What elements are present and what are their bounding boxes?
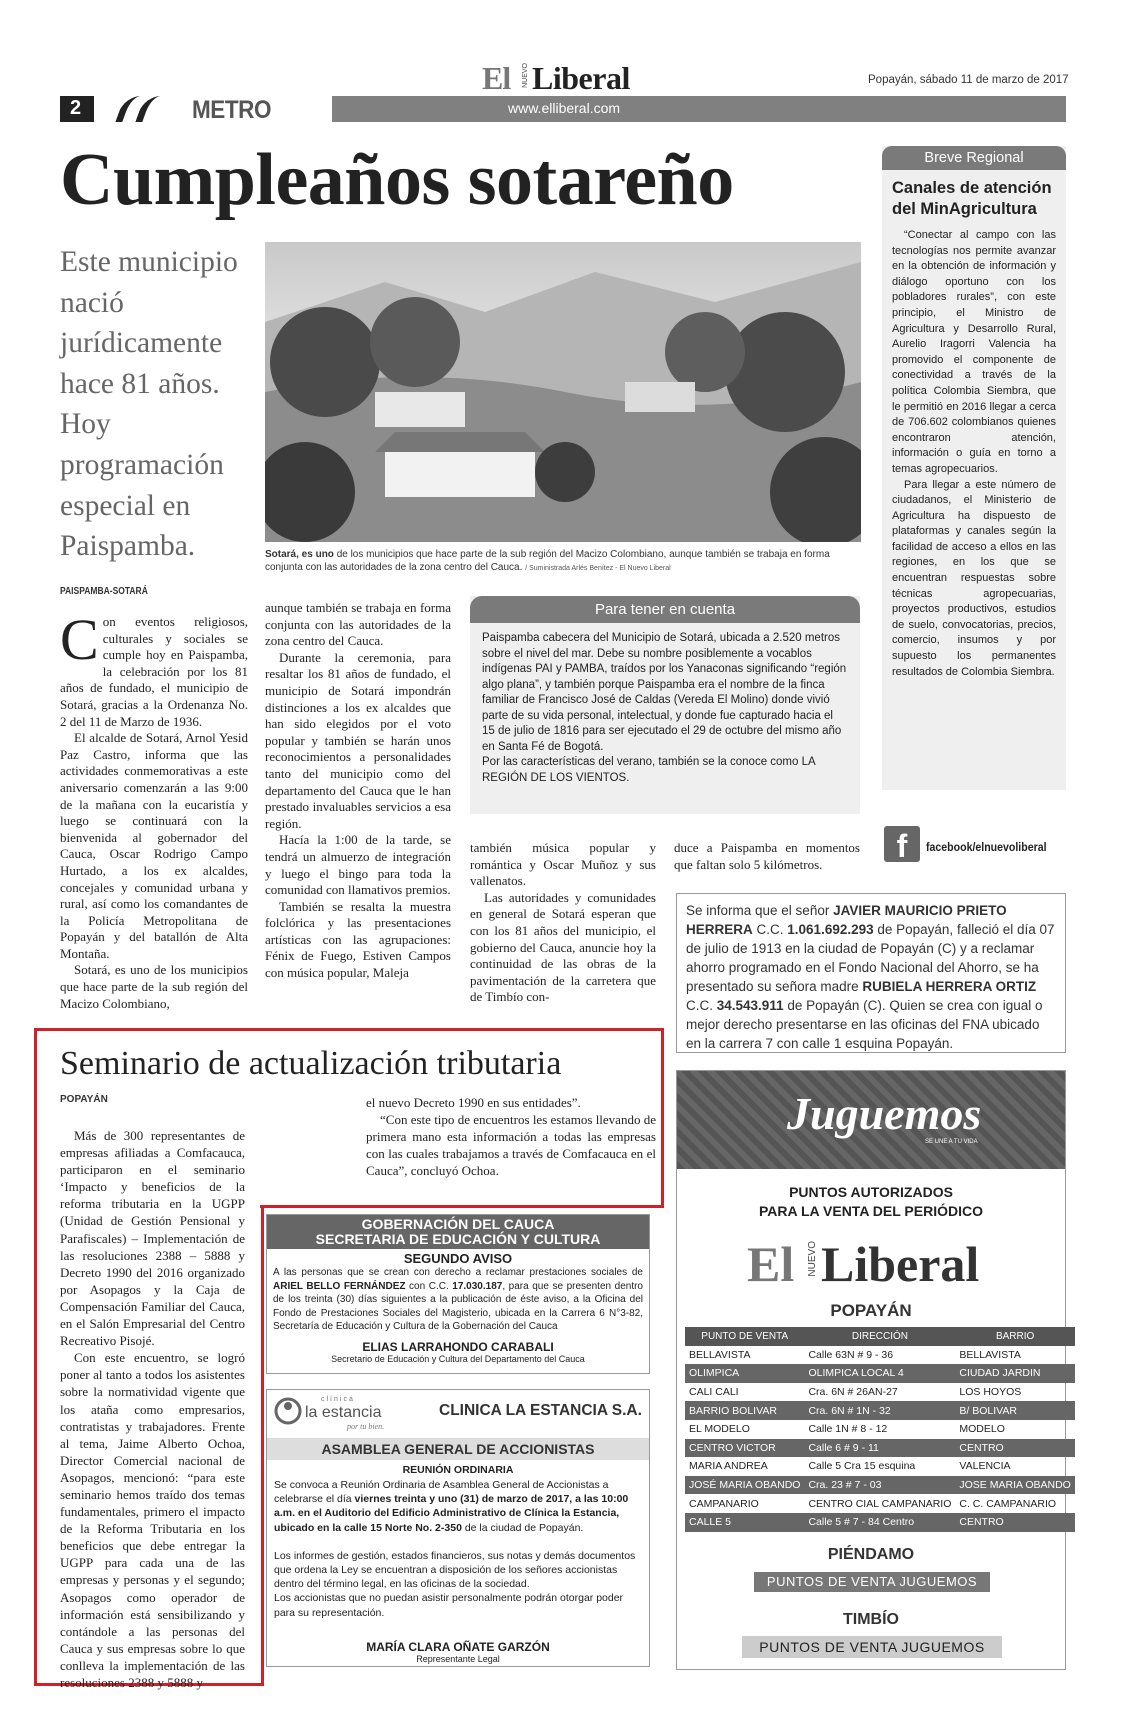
- el-liberal-logo: [747, 1235, 997, 1292]
- city-timbio: TIMBÍO: [843, 1611, 899, 1628]
- cell: MODELO: [959, 1423, 1005, 1436]
- clinic-text-2: de la ciudad de Popayán.: [461, 1521, 584, 1534]
- clinic-assembly-title: ASAMBLEA GENERAL DE ACCIONISTAS: [267, 1438, 649, 1460]
- page-number: 2: [70, 97, 82, 119]
- landscape-illustration: [265, 242, 861, 542]
- clinic-logo-small: clínica: [321, 1396, 355, 1403]
- seminar-column-1: [60, 1127, 245, 1691]
- col2-para-1: aunque también se trabaja en forma conjunta con las autoridades de la zona centro del Cauca.: [265, 600, 451, 649]
- cell: Cra. 23 # 7 - 03: [804, 1476, 955, 1495]
- facebook-handle: facebook/elnuevoliberal: [926, 842, 1047, 854]
- gob-text-2: con C.C.: [405, 1280, 453, 1292]
- breve-para-2: Para llegar a este número de ciudadanos, el Ministerio de Agricultura ha dispuesto de plataformas y canales según la facilidad de acceso a ellos en las regiones, en los que se encuentran respuestas sobre técnicas agropecuarias, proyectos productivos, estudios de suelo, convocatorias, precios, comercio, insumos y por supuesto los permanentes resultados de Colombia Siembra.: [892, 478, 1056, 678]
- cell: Cra. 6N # 26AN-27: [808, 1386, 898, 1399]
- dateline: PAISPAMBA-SOTARÁ: [60, 586, 148, 597]
- breve-para-1: “Conectar al campo con las tecnologías nos permite avanzar en la obtención de información y diálogo oportuno con los pobladores rurales”, con este principio, el Ministro de Agricultura y Desarrollo Rural, Aurelio Iragorri Valencia ha promovido el componente de conectividad a través de la política Colombia Siembra, que le permitió en 2016 llegar a cerca de 706.602 colombianos quienes encontraron atención, información o guía en torno a temas agropecuarios.: [892, 229, 1056, 475]
- seminar-headline: Seminario de actualización tributaria: [60, 1045, 562, 1082]
- website-link[interactable]: www.elliberal.com: [508, 100, 621, 116]
- clinic-para-2: Los informes de gestión, estados financieros, sus notas y demás documentos que ordena la Ley se encuentran a disposición de los señores accionistas dentro del término legal, en las oficinas de la sociedad.: [274, 1549, 636, 1591]
- info-text-1: Paispamba cabecera del Municipio de Sotará, ubicada a 2.520 metros sobre el nivel del mar. Debe su nombre posiblemente a vocablos indígenas PAI y PAMBA, traídos por los Yanaconas significando “región algo plana”, y también porque Paispamba era el nombre de la finca familiar de Francisco José de Caldas (Vereda El Molino) donde vivió parte de su vida personal, intelectual, y donde fue capturado hacia el 15 de julio de 1816 para ser ejecutado el 29 de octubre del mismo año en Santa Fé de Bogotá.: [482, 632, 847, 753]
- facebook-icon: f: [884, 826, 920, 862]
- cell: Cra. 6N # 1N - 32: [804, 1401, 955, 1420]
- info-box: [470, 596, 860, 814]
- table-row: [685, 1401, 1075, 1420]
- table-row: [685, 1420, 1075, 1439]
- info-box-text: [470, 623, 860, 786]
- cell: CENTRO VICTOR: [685, 1439, 804, 1458]
- points-piendamo: PUNTOS DE VENTA JUGUEMOS: [754, 1572, 990, 1592]
- cell: JOSE MARIA OBANDO: [955, 1476, 1074, 1495]
- logo-el: El: [482, 60, 511, 96]
- cell: BARRIO BOLIVAR: [685, 1401, 804, 1420]
- edition-date: Popayán, sábado 11 de marzo de 2017: [868, 74, 1069, 86]
- notice-text-4: C.C.: [686, 998, 717, 1013]
- points-heading-1: PUNTOS AUTORIZADOS: [789, 1184, 953, 1200]
- info-text-2: Por las características del verano, también se la conoce como LA REGIÓN DE LOS VIENTOS.: [482, 756, 816, 784]
- table-row: [685, 1346, 1075, 1365]
- photo-credit: / Suministrada Arlés Benítez - El Nuevo Liberal: [525, 565, 671, 572]
- seminar-para-4: “Con este tipo de encuentros les estamos llevando de primera mano esta información a todas las empresas con las cuales trabajamos a través de Comfacauca en el Cauca”, concluyó Ochoa.: [366, 1112, 656, 1178]
- caption-bold: Sotará, es uno: [265, 549, 334, 560]
- breve-label: Breve Regional: [882, 146, 1066, 170]
- cell: B/ BOLIVAR: [955, 1401, 1074, 1420]
- col4-para-1: duce a Paispamba en momentos que faltan solo 5 kilómetros.: [674, 840, 860, 872]
- clinic-body: [274, 1478, 642, 1620]
- juguemos-logo: Juguemos: [787, 1088, 982, 1139]
- col-header: BARRIO: [955, 1327, 1074, 1346]
- clinic-para-3: Los accionistas que no puedan asistir personalmente podrán otorgar poder para su representación.: [274, 1592, 624, 1619]
- cell: LOS HOYOS: [959, 1386, 1022, 1399]
- notice-name-2: RUBIELA HERRERA ORTIZ: [862, 979, 1037, 994]
- col-header: DIRECCIÓN: [804, 1327, 955, 1346]
- gob-cc: 17.030.187: [452, 1280, 503, 1292]
- clinic-logo-text: la estancia: [305, 1404, 382, 1421]
- logo-big-liberal: Liberal: [821, 1236, 980, 1292]
- gob-subtitle: SEGUNDO AVISO: [403, 1251, 513, 1266]
- section-name: METRO: [192, 96, 272, 124]
- table-row: [685, 1383, 1075, 1402]
- article-deck: Este municipio nació jurídicamente hace 81 años. Hoy programación especial en Paispamba.: [60, 246, 238, 563]
- clinic-notice: [266, 1389, 650, 1667]
- gob-signer: ELIAS LARRAHONDO CARABALI: [362, 1339, 554, 1354]
- cell: OLIMPICA: [685, 1364, 804, 1383]
- cell: CIUDAD JARDIN: [955, 1364, 1074, 1383]
- notice-text-2: C.C.: [752, 922, 788, 937]
- table-row: [685, 1476, 1075, 1495]
- juguemos-tagline: SE UNE A TU VIDA: [925, 1139, 978, 1145]
- masthead-logo[interactable]: [482, 60, 647, 94]
- cell: Calle 63N # 9 - 36: [808, 1348, 894, 1361]
- cell: CALI CALI: [689, 1386, 739, 1399]
- cell: JOSÉ MARIA OBANDO: [685, 1476, 804, 1495]
- section-bar: [60, 96, 1066, 122]
- gob-text-3: , para que se presenten dentro de los treinta (30) días siguientes a la publicación de éste aviso, a la Oficina del Fondo de Prestaciones Sociales del Magisterio, ubicada en la Carrera 6 N°3-82, Secretaría de Educación y Cultura de la Gobernación del Cauca: [273, 1280, 643, 1332]
- seminar-para-2: Con este encuentro, se logró poner al tanto a todos los asistentes sobre la normatividad vigente que los ataña como empresarios, contratistas y trabajadores. Frente al tema, Jaime Alberto Ochoa, Director Comercial nacional de Asopagos, mencionó: “para este seminario hemos traído dos temas fundamentales, primero el impacto de la Reforma Tributaria en los beneficios que debe entregar la UGPP para cada una de las empresas y personas y el segundo; Asopagos como operador de información está sensibilizando y contándole a las personas del Cauca y sus empresas sobre lo que conlleva la implementación de las resoluciones 2388 y 5888 y: [60, 1350, 245, 1690]
- article-column-1: [60, 607, 248, 1012]
- col2-para-4: También se resalta la muestra folclórica y las presentaciones artísticas con las agrupaciones: Fénix de Fuego, Estiven Campos con música popular, Maleja: [265, 898, 451, 981]
- clinic-subtitle: REUNIÓN ORDINARIA: [402, 1464, 514, 1476]
- article-column-3: [470, 840, 656, 1006]
- notice-cc: 1.061.692.293: [787, 922, 874, 937]
- gob-signer-title: Secretario de Educación y Cultura del Departamento del Cauca: [331, 1353, 585, 1364]
- seminar-dateline: POPAYÁN: [60, 1094, 108, 1105]
- cell: C. C. CAMPANARIO: [959, 1497, 1057, 1510]
- gob-name: ARIEL BELLO FERNÁNDEZ: [273, 1280, 406, 1292]
- logo-nuevo: NUEVO: [522, 63, 529, 88]
- cell: MARIA ANDREA: [689, 1460, 768, 1473]
- points-table-wrap: [685, 1327, 1071, 1532]
- page-headline: Cumpleaños sotareño: [60, 139, 734, 221]
- table-row: [685, 1439, 1075, 1458]
- gray-rule: [332, 96, 1066, 122]
- col3-para-1: también música popular y romántica y Oscar Muñoz y sus vallenatos.: [470, 840, 656, 889]
- city-piendamo: PIÉNDAMO: [827, 1546, 915, 1563]
- gob-title-2: SECRETARIA DE EDUCACIÓN Y CULTURA: [315, 1231, 601, 1247]
- gobernacion-notice: [266, 1214, 650, 1374]
- facebook-link[interactable]: [884, 826, 1064, 862]
- col1-para-2: El alcalde de Sotará, Arnol Yesid Paz Castro, informa que las actividades conmemorativas a este aniversario comenzarán a las 9:00 de la mañana con la eucaristía y luego se continuará con la bienvenida al gobernador del Cauca, Oscar Rodrigo Campo Hurtado, a los ex alcaldes, concejales y comunidad urbana y rural, así como los comandantes de la Policía Metropolitana de Popayán y del batallón de Alta Montaña.: [60, 730, 248, 961]
- points-table: [685, 1327, 1075, 1532]
- cell: BELLAVISTA: [959, 1348, 1021, 1361]
- cell: CENTRO CIAL CAMPANARIO: [808, 1497, 952, 1510]
- seminar-frame-right-bottom: [260, 1205, 664, 1208]
- juguemos-banner: [677, 1071, 1065, 1169]
- table-row: [685, 1457, 1075, 1476]
- logo-big-el: El: [747, 1236, 795, 1292]
- clinic-signer: MARÍA CLARA OÑATE GARZÓN: [366, 1640, 550, 1654]
- cell: BELLAVISTA: [689, 1348, 751, 1361]
- clinic-tagline: por tu bien.: [347, 1422, 385, 1431]
- notice-text-1: Se informa que el señor: [686, 903, 834, 918]
- col3-para-2: Las autoridades y comunidades en general de Sotará esperan que con los 81 años del municipio, el gobierno del Cauca, anuncie hoy la continuidad de las obras de la pavimentación de la carretera que de Timbío con-: [470, 889, 656, 1005]
- logo-big-nuevo: NUEVO: [807, 1241, 818, 1277]
- cell: Calle 5 Cra 15 esquina: [808, 1460, 916, 1473]
- cell: CALLE 5: [685, 1513, 804, 1532]
- clinic-logo: [273, 1396, 403, 1430]
- col-header: PUNTO DE VENTA: [685, 1327, 804, 1346]
- notice-cc-2: 34.543.911: [716, 998, 784, 1013]
- notice-text-5: de Popayán (C). Quien se crea con igual o mejor derecho presentarse en las oficinas del FNA ubicado en la carrera 7 con calle 1 esquina Popayán.: [686, 998, 1043, 1051]
- clinic-name: CLINICA LA ESTANCIA S.A.: [439, 1402, 642, 1419]
- cell: Calle 5 # 7 - 84 Centro: [804, 1513, 955, 1532]
- breve-title: Canales de atención del MinAgricultura: [892, 179, 1052, 218]
- table-row: [685, 1513, 1075, 1532]
- seminar-para-3: el nuevo Decreto 1990 en sus entidades”.: [366, 1095, 581, 1110]
- seminar-column-2: [366, 1094, 656, 1179]
- fna-notice: [676, 893, 1066, 1053]
- clinic-logo-icon: [273, 1396, 303, 1426]
- gob-body: [267, 1266, 649, 1334]
- gob-text-1: A las personas que se crean con derecho a reclamar prestaciones sociales de: [273, 1267, 643, 1278]
- cell: Calle 1N # 8 - 12: [808, 1423, 888, 1436]
- cell: VALENCIA: [959, 1460, 1011, 1473]
- col2-para-2: Durante la ceremonia, para resaltar los 81 años de fundado, el municipio de Sotará impondrán distinciones a los ex alcaldes que han sido elegidos por el voto popular y también se harán unos reconocimientos a personalidades tanto del municipio como del departamento del Cauca que le han prestado invaluables servicios a esa región.: [265, 649, 451, 831]
- col2-para-3: Hacía la 1:00 de la tarde, se tendrá un almuerzo de integración y luego el bingo para toda la comunidad con llamativos premios.: [265, 832, 451, 898]
- seminar-para-1: Más de 300 representantes de empresas afiliadas a Comfacauca, participaron en el seminario ‘Impacto y beneficios de la reforma tributaria en la UGPP (Unidad de Gestión Pensional y Parafiscales) – Implementación de las resoluciones 2388 – 5888 y Decreto 1990 del 2016 organizado por Asopagos y la Caja de Compensación Familiar del Cauca, en el Salón Empresarial del Centro Recreativo Pisojé.: [60, 1128, 245, 1349]
- cell: EL MODELO: [689, 1423, 750, 1436]
- breve-regional: [882, 146, 1066, 790]
- cell: CENTRO: [955, 1439, 1074, 1458]
- gob-title-1: GOBERNACIÓN DEL CAUCA: [361, 1216, 555, 1232]
- col1-first: on eventos religiosos, culturales y sociales se cumple hoy en Paispamba, la celebración por los 81 años de fundado, el municipio de Sotará, gracias a la Ordenanza No. 2 del 11 de Marzo de 1936.: [60, 614, 248, 729]
- clinic-text-1: Se convoca a Reunión Ordinaria de Asamblea General de Accionistas a celebrarse el día: [274, 1479, 609, 1506]
- article-column-4: [674, 840, 860, 873]
- notice-name: JAVIER MAURICIO PRIETO HERRERA: [686, 903, 1007, 937]
- cell: CENTRO: [955, 1513, 1074, 1532]
- points-heading-2: PARA LA VENTA DEL PERIÓDICO: [758, 1203, 983, 1219]
- city-popayan: POPAYÁN: [830, 1301, 912, 1320]
- main-photo: [265, 242, 861, 542]
- cell: OLIMPICA LOCAL 4: [804, 1364, 955, 1383]
- notice-text-3: de Popayán, falleció el día 07 de julio de 1913 en la ciudad de Popayán (C) y a reclamar ahorro programado en el Fondo Nacional del Ahorro, se ha presentado su señora madre: [686, 922, 1055, 994]
- points-timbio: PUNTOS DE VENTA JUGUEMOS: [742, 1636, 1002, 1658]
- logo-liberal: Liberal: [532, 60, 630, 96]
- cell: CAMPANARIO: [689, 1497, 759, 1510]
- table-row: [685, 1364, 1075, 1383]
- photo-caption: [265, 548, 861, 575]
- article-column-2: [265, 600, 451, 982]
- col1-para-3: Sotará, es uno de los municipios que hace parte de la sub región del Macizo Colombiano,: [60, 962, 248, 1011]
- cell: Calle 6 # 9 - 11: [804, 1439, 955, 1458]
- caption-text: de los municipios que hace parte de la sub región del Macizo Colombiano, aunque también se trabaja en forma conjunta con las autoridades de la zona centro del Cauca.: [265, 549, 830, 573]
- drop-cap: C: [60, 607, 99, 672]
- juguemos-panel: [676, 1070, 1071, 1670]
- table-row: [685, 1494, 1075, 1513]
- info-box-title: Para tener en cuenta: [470, 596, 860, 623]
- breve-body: [882, 226, 1066, 680]
- clinic-bold: viernes treinta y uno (31) de marzo de 2017, a las 10:00 a.m. en el Auditorio del Edificio Administrativo de Clínica la Estancia, ubicado en la calle 15 Norte No. 2-350: [274, 1493, 629, 1534]
- clinic-signer-title: Representante Legal: [416, 1654, 500, 1664]
- gob-title-bar: [267, 1215, 649, 1249]
